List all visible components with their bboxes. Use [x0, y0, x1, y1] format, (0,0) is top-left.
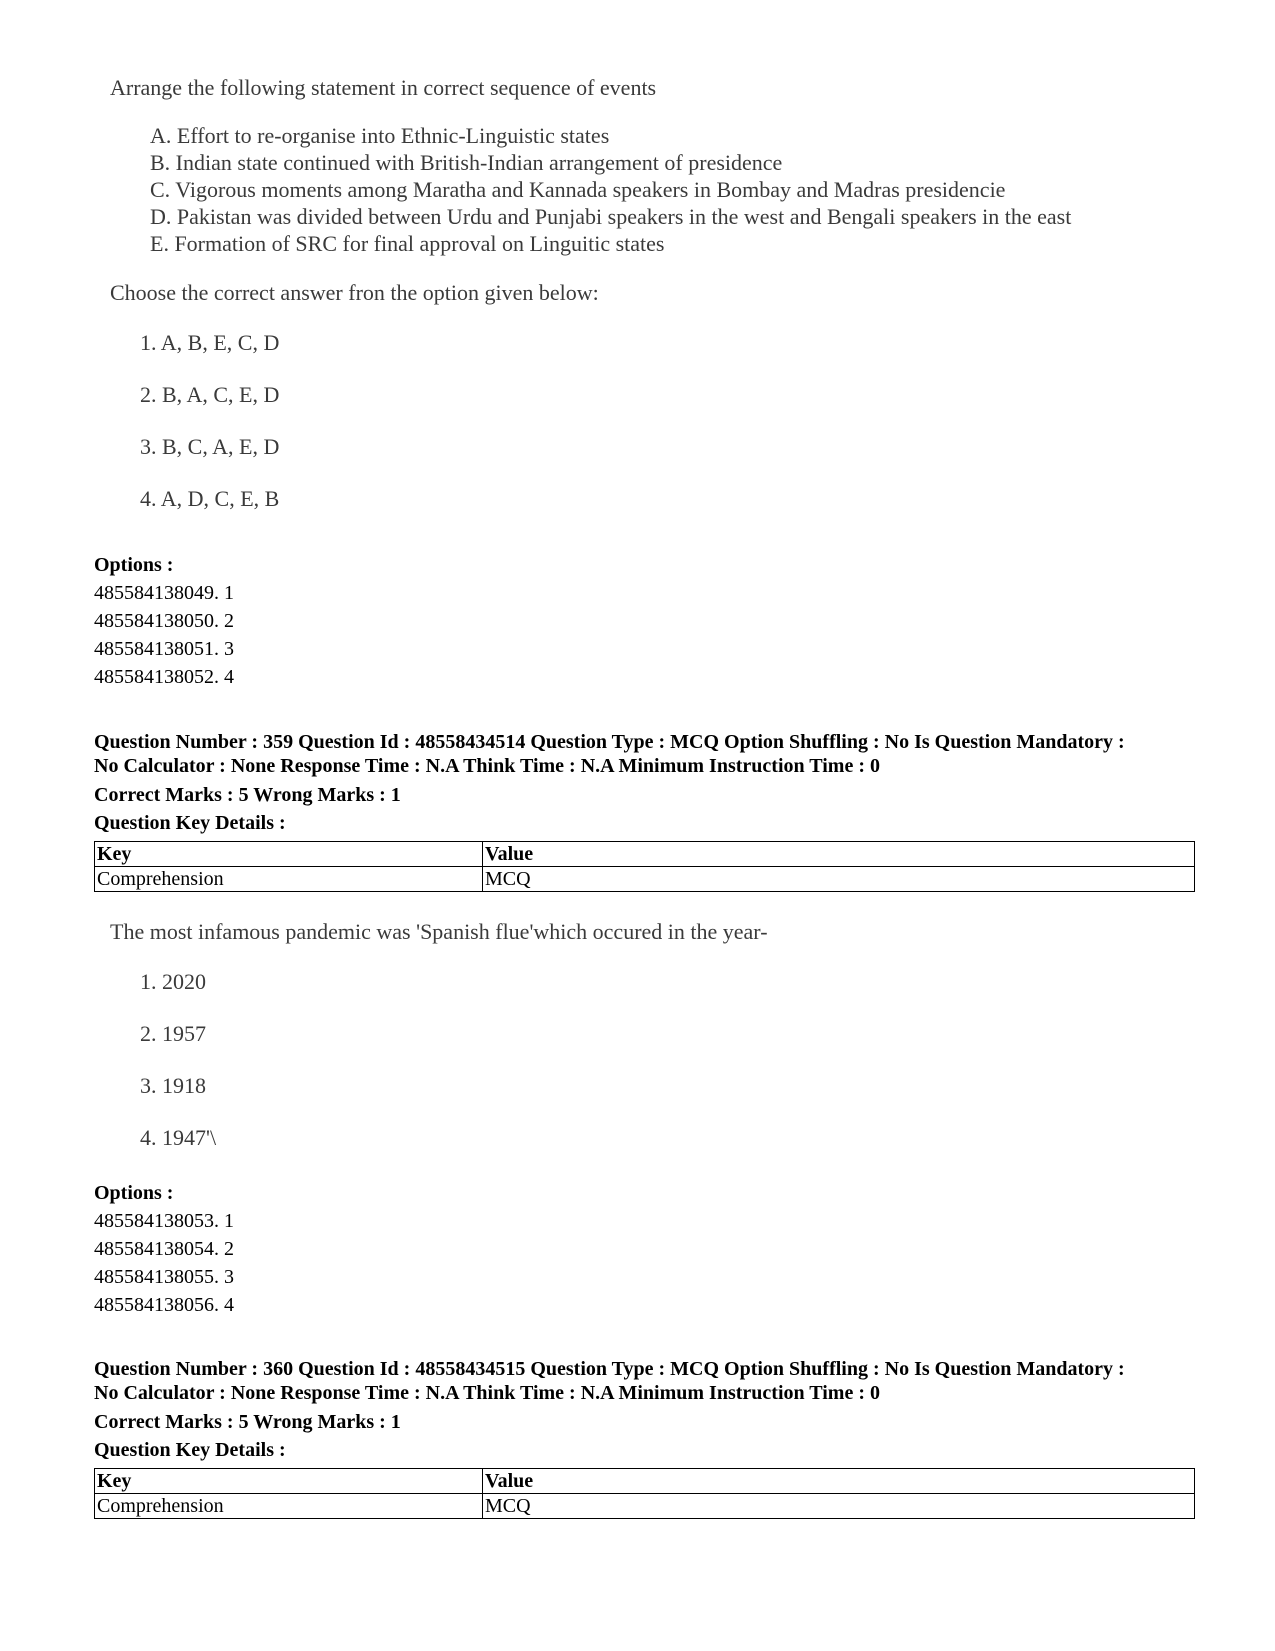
key-details-label: Question Key Details :	[94, 1439, 286, 1461]
statement-item: D. Pakistan was divided between Urdu and Punjabi speakers in the west and Bengali speakers in the east	[150, 204, 1072, 230]
question-header-360	[94, 1357, 1214, 1405]
marks-text: Correct Marks : 5 Wrong Marks : 1	[94, 784, 401, 806]
options-block-358	[94, 551, 234, 691]
table-header-row	[95, 842, 1195, 867]
key-cell: Comprehension	[95, 1494, 483, 1519]
value-header: Value	[483, 842, 1195, 867]
answer-item: 3. 1918	[140, 1073, 206, 1099]
options-label: Options :	[94, 554, 174, 576]
answer-item: 1. A, B, E, C, D	[140, 330, 280, 356]
question-header-line: No Calculator : None Response Time : N.A Think Time : N.A Minimum Instruction Time : 0	[94, 755, 880, 777]
option-item: 485584138051. 3	[94, 638, 234, 660]
answer-list	[110, 968, 768, 1152]
question-header-line: Question Number : 359 Question Id : 48558434514 Question Type : MCQ Option Shuffling : No Is Question Mandatory :	[94, 731, 1125, 753]
option-item: 485584138055. 3	[94, 1266, 234, 1288]
table-row	[95, 1494, 1195, 1519]
marks-block-359	[94, 781, 401, 837]
answer-item: 4. 1947'\	[140, 1125, 217, 1151]
key-header: Key	[95, 1469, 483, 1494]
key-header: Key	[95, 842, 483, 867]
table-header-row	[95, 1469, 1195, 1494]
marks-text: Correct Marks : 5 Wrong Marks : 1	[94, 1411, 401, 1433]
key-cell: Comprehension	[95, 867, 483, 892]
question-header-line: No Calculator : None Response Time : N.A Think Time : N.A Minimum Instruction Time : 0	[94, 1382, 880, 1404]
value-cell: MCQ	[483, 1494, 1195, 1519]
value-cell: MCQ	[483, 867, 1195, 892]
answer-item: 1. 2020	[140, 969, 206, 995]
options-block-359	[94, 1179, 234, 1319]
option-item: 485584138049. 1	[94, 582, 234, 604]
question-prompt: The most infamous pandemic was 'Spanish flue'which occured in the year-	[110, 919, 768, 944]
option-item: 485584138052. 4	[94, 666, 234, 688]
question-header-line: Question Number : 360 Question Id : 48558434515 Question Type : MCQ Option Shuffling : No Is Question Mandatory :	[94, 1358, 1125, 1380]
question-image-358	[110, 74, 1071, 513]
answer-item: 2. 1957	[140, 1021, 206, 1047]
statement-item: B. Indian state continued with British-Indian arrangement of presidence	[150, 150, 783, 176]
key-details-label: Question Key Details :	[94, 812, 286, 834]
answer-item: 4. A, D, C, E, B	[140, 486, 280, 512]
statement-item: E. Formation of SRC for final approval on Linguitic states	[150, 231, 665, 257]
statement-item: A. Effort to re-organise into Ethnic-Linguistic states	[150, 123, 610, 149]
key-details-table-360	[94, 1468, 1195, 1519]
options-label: Options :	[94, 1182, 174, 1204]
answer-item: 3. B, C, A, E, D	[140, 434, 280, 460]
table-row	[95, 867, 1195, 892]
question-header-359	[94, 730, 1214, 778]
choose-instruction: Choose the correct answer fron the option given below:	[110, 280, 599, 306]
question-prompt: Arrange the following statement in correct sequence of events	[110, 75, 657, 100]
option-item: 485584138056. 4	[94, 1294, 234, 1316]
option-item: 485584138050. 2	[94, 610, 234, 632]
key-details-table-359	[94, 841, 1195, 892]
question-image-359	[110, 918, 768, 1152]
value-header: Value	[483, 1469, 1195, 1494]
marks-block-360	[94, 1408, 401, 1464]
statement-list	[110, 122, 1071, 257]
answer-item: 2. B, A, C, E, D	[140, 382, 280, 408]
option-item: 485584138054. 2	[94, 1238, 234, 1260]
answer-list	[110, 329, 1071, 513]
option-item: 485584138053. 1	[94, 1210, 234, 1232]
statement-item: C. Vigorous moments among Maratha and Kannada speakers in Bombay and Madras presidencie	[150, 177, 1006, 203]
